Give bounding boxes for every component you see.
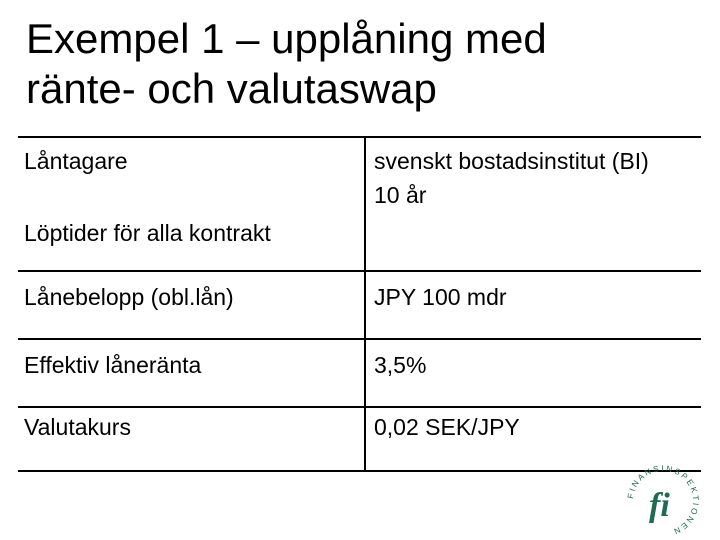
table-row [18,137,701,271]
table-label-cell [18,137,365,271]
table-row [18,339,701,407]
table-label-cell [18,339,365,407]
slide-title [26,14,706,114]
row-label-effective-rate: Effektiv låneränta [24,352,202,378]
row-value-exchange-rate: 0,02 SEK/JPY [374,414,520,440]
table-value-cell [365,339,701,407]
row-value-loan-amount: JPY 100 mdr [374,284,507,310]
row-label-loan-amount: Lånebelopp (obl.lån) [24,284,234,310]
table-row [18,407,701,471]
table-value-cell [365,137,701,271]
row-value-maturities: 10 år [374,182,427,208]
table-value-cell [365,271,701,339]
table-row [18,271,701,339]
row-value-effective-rate: 3,5% [374,352,427,378]
logo-ring-textpath: FINANSINSPEKTIONEN [625,463,701,537]
row-label-borrower: Låntagare [24,148,128,174]
table-label-cell [18,271,365,339]
row-value-borrower: svenskt bostadsinstitut (BI) [374,148,649,174]
logo-mark: fi [649,487,670,524]
row-label-maturities: Löptider för alla kontrakt [24,220,271,246]
slide-title-line-1: Exempel 1 – upplåning med [26,15,547,62]
loan-details-table [18,136,701,472]
slide-title-line-2: ränte- och valutaswap [26,65,437,112]
table-label-cell [18,407,365,471]
finansinspektionen-logo-icon [624,462,702,540]
row-label-exchange-rate: Valutakurs [24,414,131,440]
